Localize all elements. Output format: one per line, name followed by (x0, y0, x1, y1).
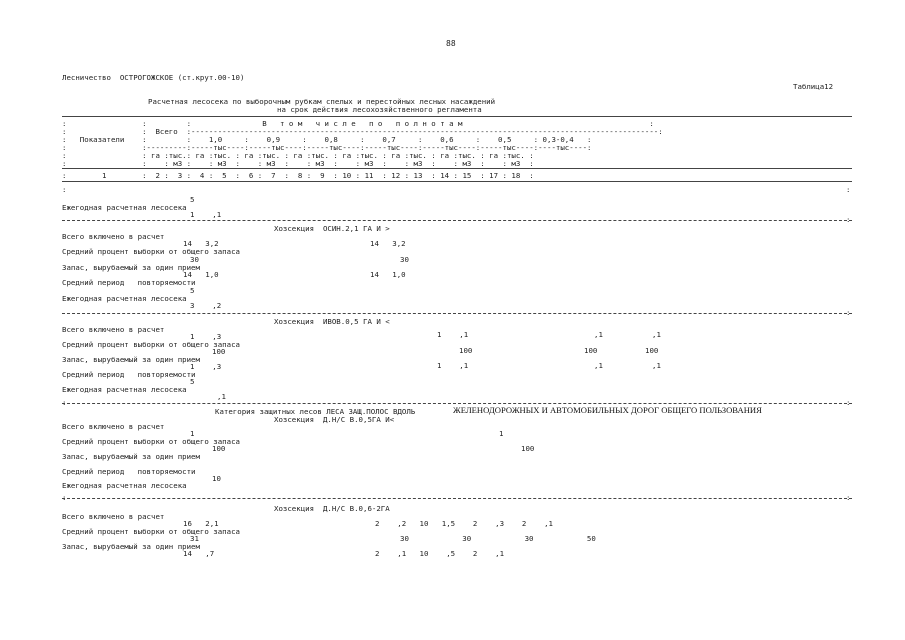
s3-label-percent: Средний процент выборки от общего запаса (62, 437, 240, 446)
s2-stock-value-col1: 1 ,1 (437, 361, 469, 370)
s0-colon-right: : (846, 185, 851, 194)
s2-label-period: Средний период повторяемости (62, 370, 196, 379)
s2-percent-value: 100 (212, 347, 226, 356)
s4-total-value: 16 2,1 (183, 519, 219, 528)
s1-stock-value-col: 14 1,0 (370, 270, 406, 279)
s3-label-stock: Запас, вырубаемый за один прием (62, 452, 200, 461)
s1-separator (62, 313, 852, 314)
s3-label-period: Средний период повторяемости (62, 467, 196, 476)
s2-colon-end: : (846, 398, 851, 407)
s4-total-value-cols: 2 ,2 10 1,5 2 ,3 2 ,1 (375, 519, 553, 528)
s3-total-value-col: 1 (499, 429, 504, 438)
s4-title: Хозсекция Д.Н/С В.0,6-2ГА (274, 504, 390, 513)
s4-label-stock: Запас, вырубаемый за один прием (62, 542, 200, 551)
s3-category-tail: ЖЕЛЕНОДОРОЖНЫХ И АВТОМОБИЛЬНЫХ ДОРОГ ОБЩЕГО ПОЛЬЗОВАНИЯ (453, 405, 762, 415)
s1-annual-value: 3 ,2 (190, 301, 222, 310)
s1-label-period: Средний период повторяемости (62, 278, 196, 287)
header-row-4: : :---------:-----тыс----:-----тыс----:-----тыс----:-----тыс----:-----тыс----:-----тыс----:----тыс----: (62, 143, 592, 152)
s1-title: Хозсекция ОСИН.2,1 ГА И > (274, 224, 390, 233)
s3-category: Категория защитных лесов ЛЕСА ЗАЩ.ПОЛОС ВДОЛЬ (215, 407, 416, 416)
s0-separator (62, 220, 852, 221)
forestry-name: Лесничество ОСТРОГОЖСКОЕ (ст.крут.00-10) (62, 73, 245, 82)
s4-percent-value: 31 (190, 534, 199, 543)
s0-label-annual: Ежегодная расчетная лесосека (62, 203, 187, 212)
s3-title: Хозсекция Д.Н/С В.0,5ГА И< (274, 415, 395, 424)
s3-percent-value-col: 100 (521, 444, 535, 453)
s0-colon-left: : (62, 185, 67, 194)
table-title: Расчетная лесосека по выборочным рубкам спелых и перестойных лесных насаждений (148, 97, 496, 106)
s2-separator (62, 403, 852, 404)
s3-percent-value: 100 (212, 444, 226, 453)
page-number: 88 (446, 39, 456, 48)
header-row-1: : : : В т о м ч и с л е п о п о л н о т а м : (62, 119, 654, 128)
s4-label-percent: Средний процент выборки от общего запаса (62, 527, 240, 536)
s0-period-value: 5 (190, 195, 195, 204)
s2-stock-value-col2: ,1 (594, 361, 603, 370)
s4-separator (62, 498, 852, 499)
s4-colon-end: : (846, 493, 851, 502)
s2-label-total: Всего включено в расчет (62, 325, 165, 334)
s4-stock-value-cols: 2 ,1 10 ,5 2 ,1 (375, 549, 505, 558)
s3-total-value: 1 (190, 429, 195, 438)
s2-stock-value-col3: ,1 (652, 361, 661, 370)
s2-label-annual: Ежегодная расчетная лесосека (62, 385, 187, 394)
s1-total-value: 14 3,2 (183, 239, 219, 248)
s1-stock-value: 14 1,0 (183, 270, 219, 279)
header-mid-rule (62, 168, 852, 169)
s1-percent-value: 30 (190, 255, 199, 264)
s4-label-total: Всего включено в расчет (62, 512, 165, 521)
s2-title: Хозсекция ИВОВ.0,5 ГА И < (274, 317, 390, 326)
table-number: Таблица12 (793, 82, 834, 91)
s4-colon-left: : (62, 493, 67, 502)
s1-colon-end: : (846, 308, 851, 317)
s4-stock-value: 14 ,7 (183, 549, 215, 558)
header-row-5: : : га :тыс.: га :тыс. : га :тыс. : га :тыс. : га :тыс. : га :тыс. : га :тыс. : га :тыс. : (62, 151, 534, 160)
s1-label-annual: Ежегодная расчетная лесосека (62, 294, 187, 303)
s2-total-value-col3: ,1 (652, 330, 661, 339)
s3-label-annual: Ежегодная расчетная лесосека (62, 481, 187, 490)
header-row-3: : Показатели : : 1,0 : 0,9 : 0,8 : 0,7 : 0,6 : 0,5 : 0,3-0,4 : (62, 135, 592, 144)
s1-label-stock: Запас, вырубаемый за один прием (62, 263, 200, 272)
s2-label-percent: Средний процент выборки от общего запаса (62, 340, 240, 349)
s0-colon-end: : (846, 215, 851, 224)
header-column-numbers: : 1 : 2 : 3 : 4 : 5 : 6 : 7 : 8 : 9 : 10 : 11 : 12 : 13 : 14 : 15 : 17 : 18 : (62, 171, 534, 180)
s2-total-value-col1: 1 ,1 (437, 330, 469, 339)
s2-annual-value: ,1 (217, 392, 226, 401)
s2-total-value: 1 ,3 (190, 332, 222, 341)
s1-period-value: 5 (190, 286, 195, 295)
header-bottom-rule (62, 181, 852, 182)
s2-total-value-col2: ,1 (594, 330, 603, 339)
s0-annual-value: 1 ,1 (190, 210, 222, 219)
s1-label-total: Всего включено в расчет (62, 232, 165, 241)
s1-label-percent: Средний процент выборки от общего запаса (62, 247, 240, 256)
s4-percent-value-cols: 30 30 30 50 (400, 534, 596, 543)
s2-colon-left: : (62, 398, 67, 407)
header-row-6: : : : м3 : : м3 : : м3 : : м3 : : м3 : : м3 : : м3 : : м3 : (62, 159, 534, 168)
s3-period-value: 10 (212, 474, 221, 483)
s3-label-total: Всего включено в расчет (62, 422, 165, 431)
table-subtitle: на срок действия лесохозяйственного регламента (277, 105, 482, 114)
s2-stock-value: 1 ,3 (190, 362, 222, 371)
header-row-2: : : Всего :---------------------------------------------------------------------------------------------------------: (62, 127, 663, 136)
header-top-rule (62, 116, 852, 117)
s2-percent-value-col1: 100 (459, 346, 473, 355)
s2-label-stock: Запас, вырубаемый за один прием (62, 355, 200, 364)
s1-total-value-col: 14 3,2 (370, 239, 406, 248)
s2-period-value: 5 (190, 377, 195, 386)
s2-percent-value-col3: 100 (645, 346, 659, 355)
s2-percent-value-col2: 100 (584, 346, 598, 355)
s1-percent-value-col: 30 (400, 255, 409, 264)
